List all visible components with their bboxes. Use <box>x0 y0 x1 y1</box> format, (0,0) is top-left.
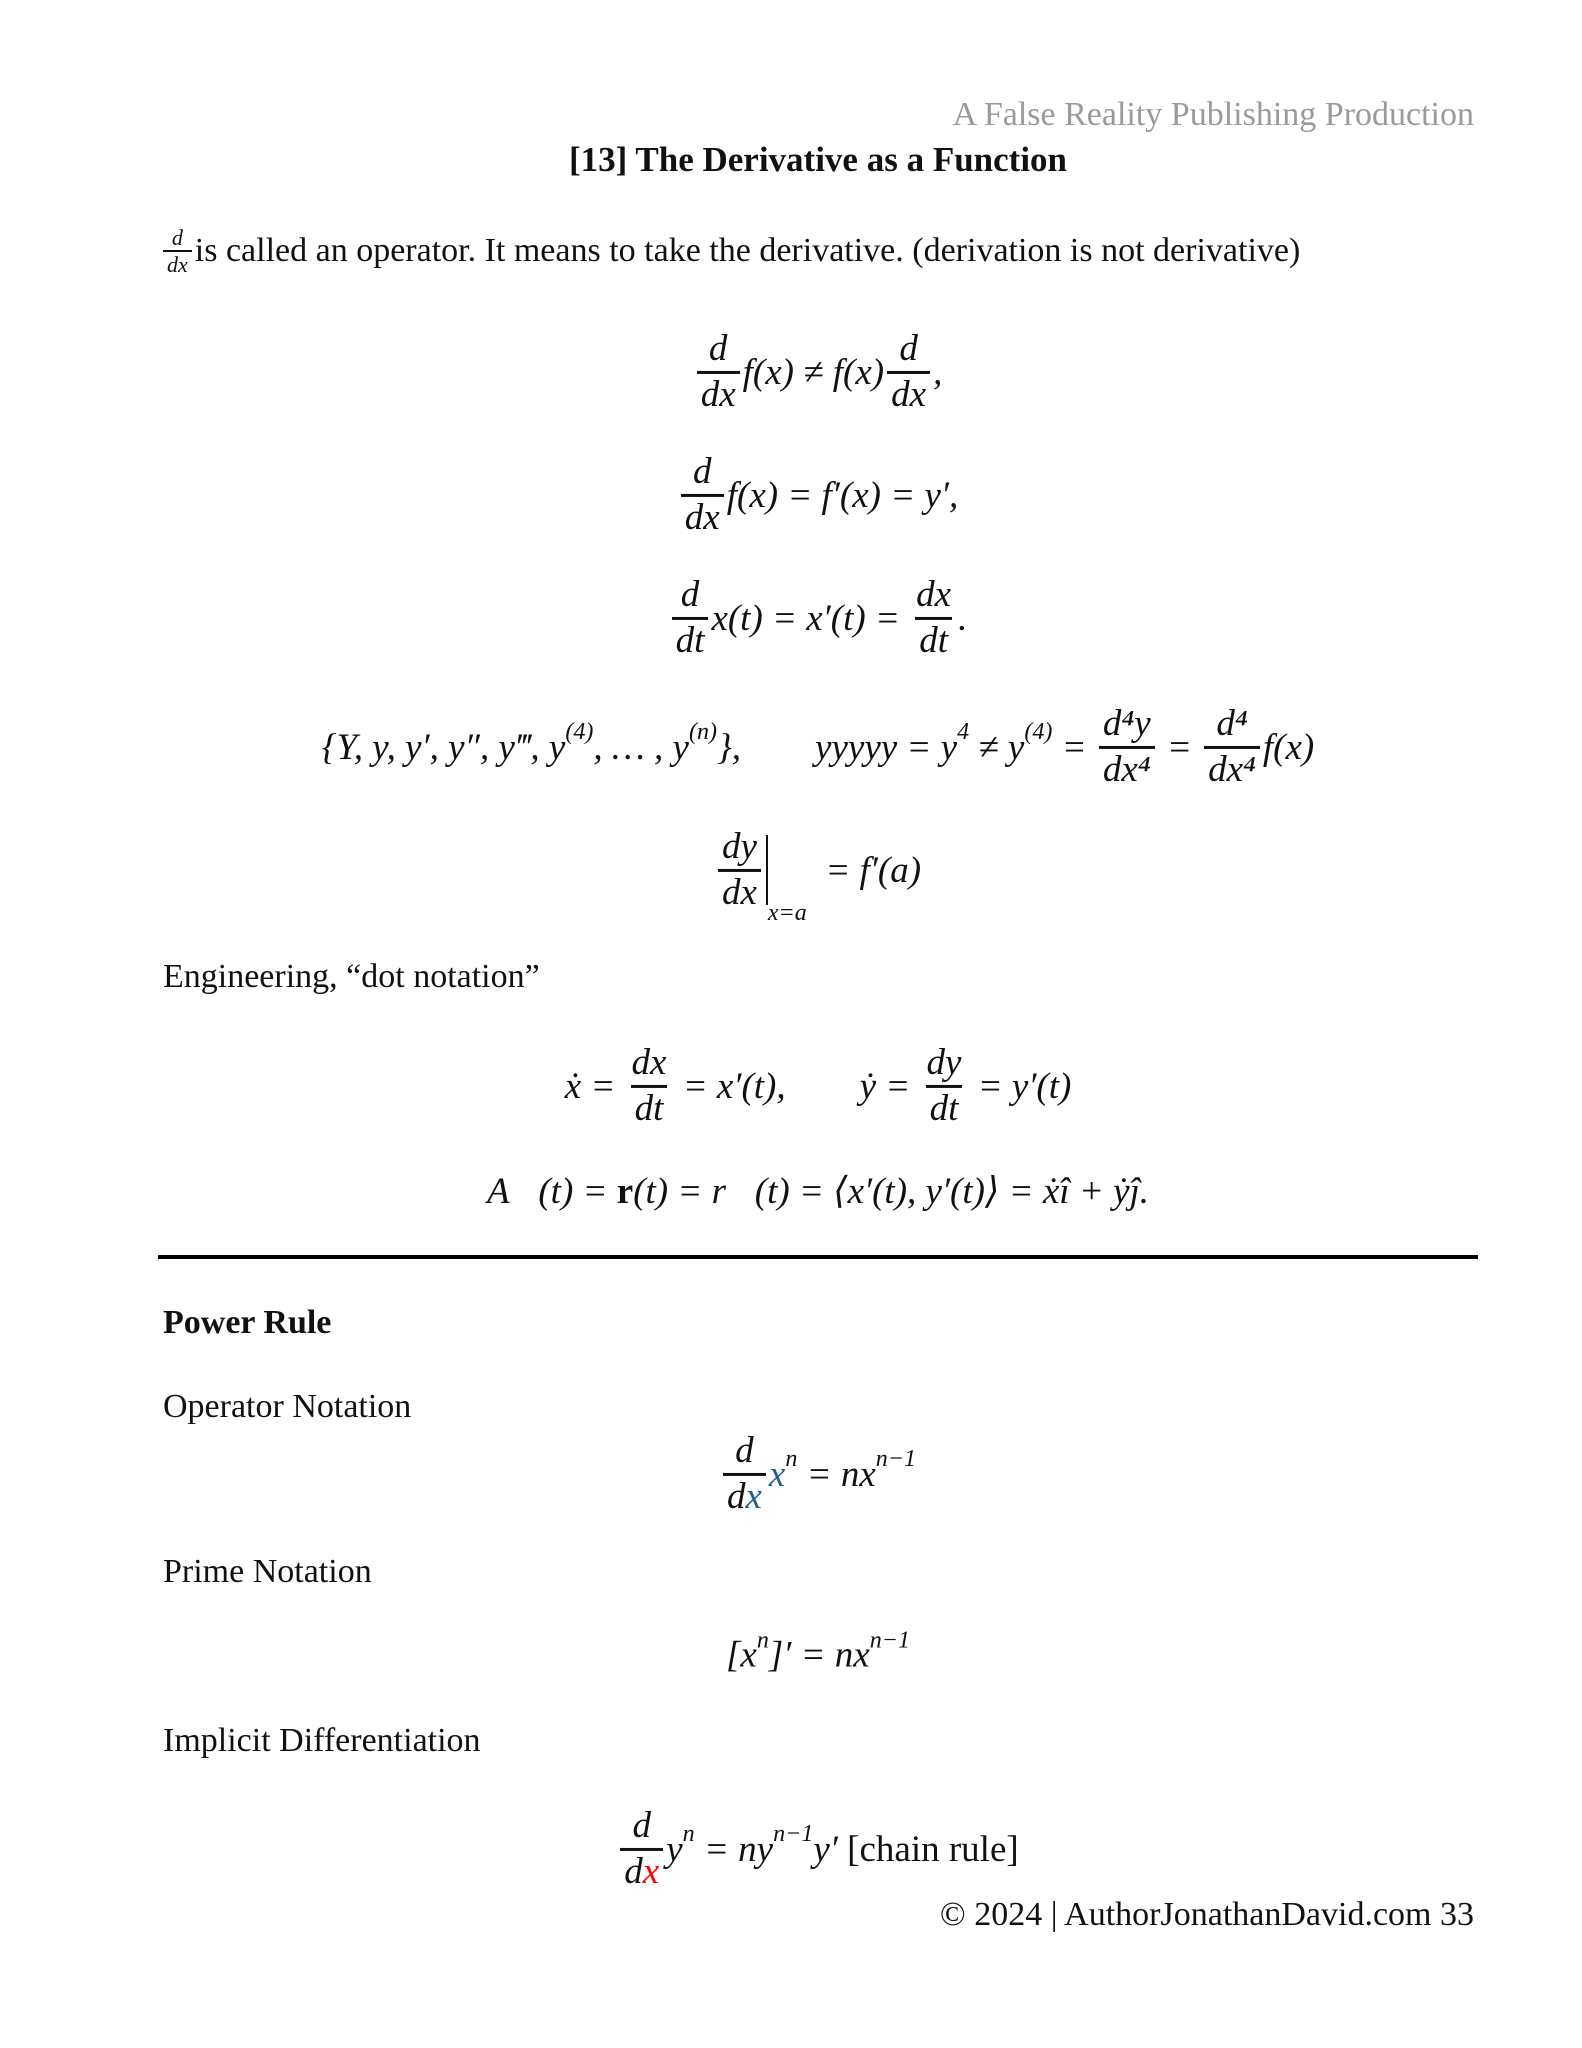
equation-content <box>487 1169 1149 1213</box>
numerator: d <box>693 450 712 492</box>
math-text: [chain rule] <box>847 1828 1019 1870</box>
page-title: [13] The Derivative as a Function <box>568 140 1068 179</box>
fraction <box>1099 703 1155 791</box>
math-text: d <box>726 1475 746 1517</box>
math-text: }, yyyyy = y <box>717 726 958 768</box>
superscript: n <box>785 1446 798 1473</box>
math-text: y′ <box>813 1828 848 1870</box>
fraction <box>628 1042 671 1130</box>
numerator: dx <box>916 573 952 615</box>
numerator: d <box>735 1429 754 1471</box>
numerator: d <box>708 327 728 369</box>
math-text: f(x) ≠ f(x) <box>742 351 885 393</box>
superscript: n−1 <box>869 1627 911 1654</box>
denominator: dt <box>672 617 709 663</box>
math-text: x <box>768 1453 786 1495</box>
math-text: A⃗(t) = <box>486 1170 617 1212</box>
math-text: ≠ y <box>969 726 1025 768</box>
numerator: d <box>680 573 700 615</box>
math-text: x <box>745 1475 762 1517</box>
equation-6 <box>0 1042 1582 1130</box>
operator-fraction <box>163 225 192 278</box>
implicit-differentiation-label: Implicit Differentiation <box>163 1722 481 1759</box>
math-text: = x′(t), ẏ = <box>673 1065 920 1107</box>
fraction <box>923 1042 966 1130</box>
equation-4 <box>0 703 1582 791</box>
denominator: dt <box>631 1085 668 1131</box>
math-text: d <box>624 1850 643 1892</box>
denominator: dx <box>887 371 930 417</box>
equation-5 <box>0 825 1582 926</box>
fraction <box>718 826 761 914</box>
denominator: dx <box>718 869 761 915</box>
math-text: (t) = r⃗(t) = ⟨x′(t), y′(t)⟩ = ẋî + ẏĵ. <box>633 1171 1149 1212</box>
numerator: d⁴ <box>1216 702 1248 744</box>
page-footer: © 2024 | AuthorJonathanDavid.com 33 <box>939 1896 1474 1933</box>
math-text: , <box>933 351 943 393</box>
section-title: Power Rule <box>163 1304 332 1341</box>
math-text: ẋ = <box>564 1065 625 1107</box>
fraction <box>672 574 709 662</box>
fraction <box>697 328 740 416</box>
math-text: = nx <box>797 1453 876 1495</box>
intro-line <box>160 225 1300 278</box>
fraction <box>620 1805 663 1893</box>
numerator: d <box>899 327 918 369</box>
fraction <box>681 451 724 539</box>
math-text: f(x) = f′(x) = y′, <box>726 474 959 516</box>
math-text: , … , y <box>593 726 689 768</box>
fraction <box>912 574 955 662</box>
section-divider <box>158 1255 1478 1259</box>
denominator <box>620 1848 663 1894</box>
superscript: n−1 <box>875 1446 917 1473</box>
denominator: dt <box>915 617 952 663</box>
superscript: n <box>682 1821 695 1848</box>
denominator: dt <box>926 1085 963 1131</box>
math-text: = ny <box>694 1828 774 1870</box>
engineering-label: Engineering, “dot notation” <box>163 958 540 995</box>
equation-8 <box>0 1430 1582 1518</box>
equation-10 <box>0 1805 1582 1893</box>
equation-content <box>725 1627 911 1677</box>
math-text: = <box>1052 726 1096 768</box>
math-text: r <box>616 1170 634 1212</box>
superscript: (n) <box>688 719 717 746</box>
math-text: y <box>666 1828 683 1870</box>
equation-7 <box>0 1169 1582 1213</box>
superscript: (4) <box>565 719 594 746</box>
superscript: 4 <box>957 719 970 746</box>
denominator: dx⁴ <box>1099 746 1155 792</box>
math-text: = f′(a) <box>806 849 922 891</box>
fraction <box>723 1430 766 1518</box>
intro-text: is called an operator. It means to take the derivative. (derivation is not derivative) <box>194 232 1301 270</box>
math-text: = <box>1157 726 1202 768</box>
numerator: dy <box>721 825 757 867</box>
evaluation-subscript: x=a <box>767 899 807 926</box>
denominator: dx <box>163 250 192 277</box>
math-text: x(t) = x′(t) = <box>711 597 910 639</box>
equation-content <box>322 703 1315 791</box>
superscript: n−1 <box>773 1821 814 1848</box>
superscript: n <box>756 1627 769 1654</box>
equation-content <box>565 1042 1072 1130</box>
equation-content <box>617 1805 1018 1893</box>
equation-1 <box>0 328 1582 416</box>
equation-2 <box>0 451 1582 539</box>
equation-content <box>669 574 968 662</box>
math-text: {Y, y, y′, y″, y‴, y <box>321 726 566 768</box>
numerator: dy <box>926 1041 962 1083</box>
numerator: d⁴y <box>1102 702 1151 744</box>
math-text: = y′(t) <box>968 1065 1072 1107</box>
denominator: dx <box>697 371 740 417</box>
math-text: x <box>642 1850 660 1892</box>
numerator: d <box>632 1804 652 1846</box>
denominator: dx⁴ <box>1204 746 1260 792</box>
denominator: dx <box>681 494 724 540</box>
math-text: ]′ = nx <box>768 1634 870 1676</box>
equation-9 <box>0 1627 1582 1677</box>
numerator: dx <box>631 1041 667 1083</box>
equation-content <box>715 825 922 926</box>
math-text: . <box>958 597 968 639</box>
evaluation-bar <box>766 835 807 926</box>
math-text: f(x) <box>1262 726 1315 768</box>
prime-notation-label: Prime Notation <box>163 1553 372 1590</box>
fraction <box>887 328 930 416</box>
operator-notation-label: Operator Notation <box>163 1388 412 1425</box>
equation-content <box>678 451 958 539</box>
equation-3 <box>0 574 1582 662</box>
equation-content <box>720 1430 916 1518</box>
equation-content <box>694 328 943 416</box>
numerator: d <box>171 225 183 250</box>
fraction <box>1204 703 1260 791</box>
math-text: [x <box>725 1634 757 1676</box>
superscript: (4) <box>1024 719 1053 746</box>
denominator <box>723 1473 766 1519</box>
publisher-header: A False Reality Publishing Production <box>952 96 1474 133</box>
